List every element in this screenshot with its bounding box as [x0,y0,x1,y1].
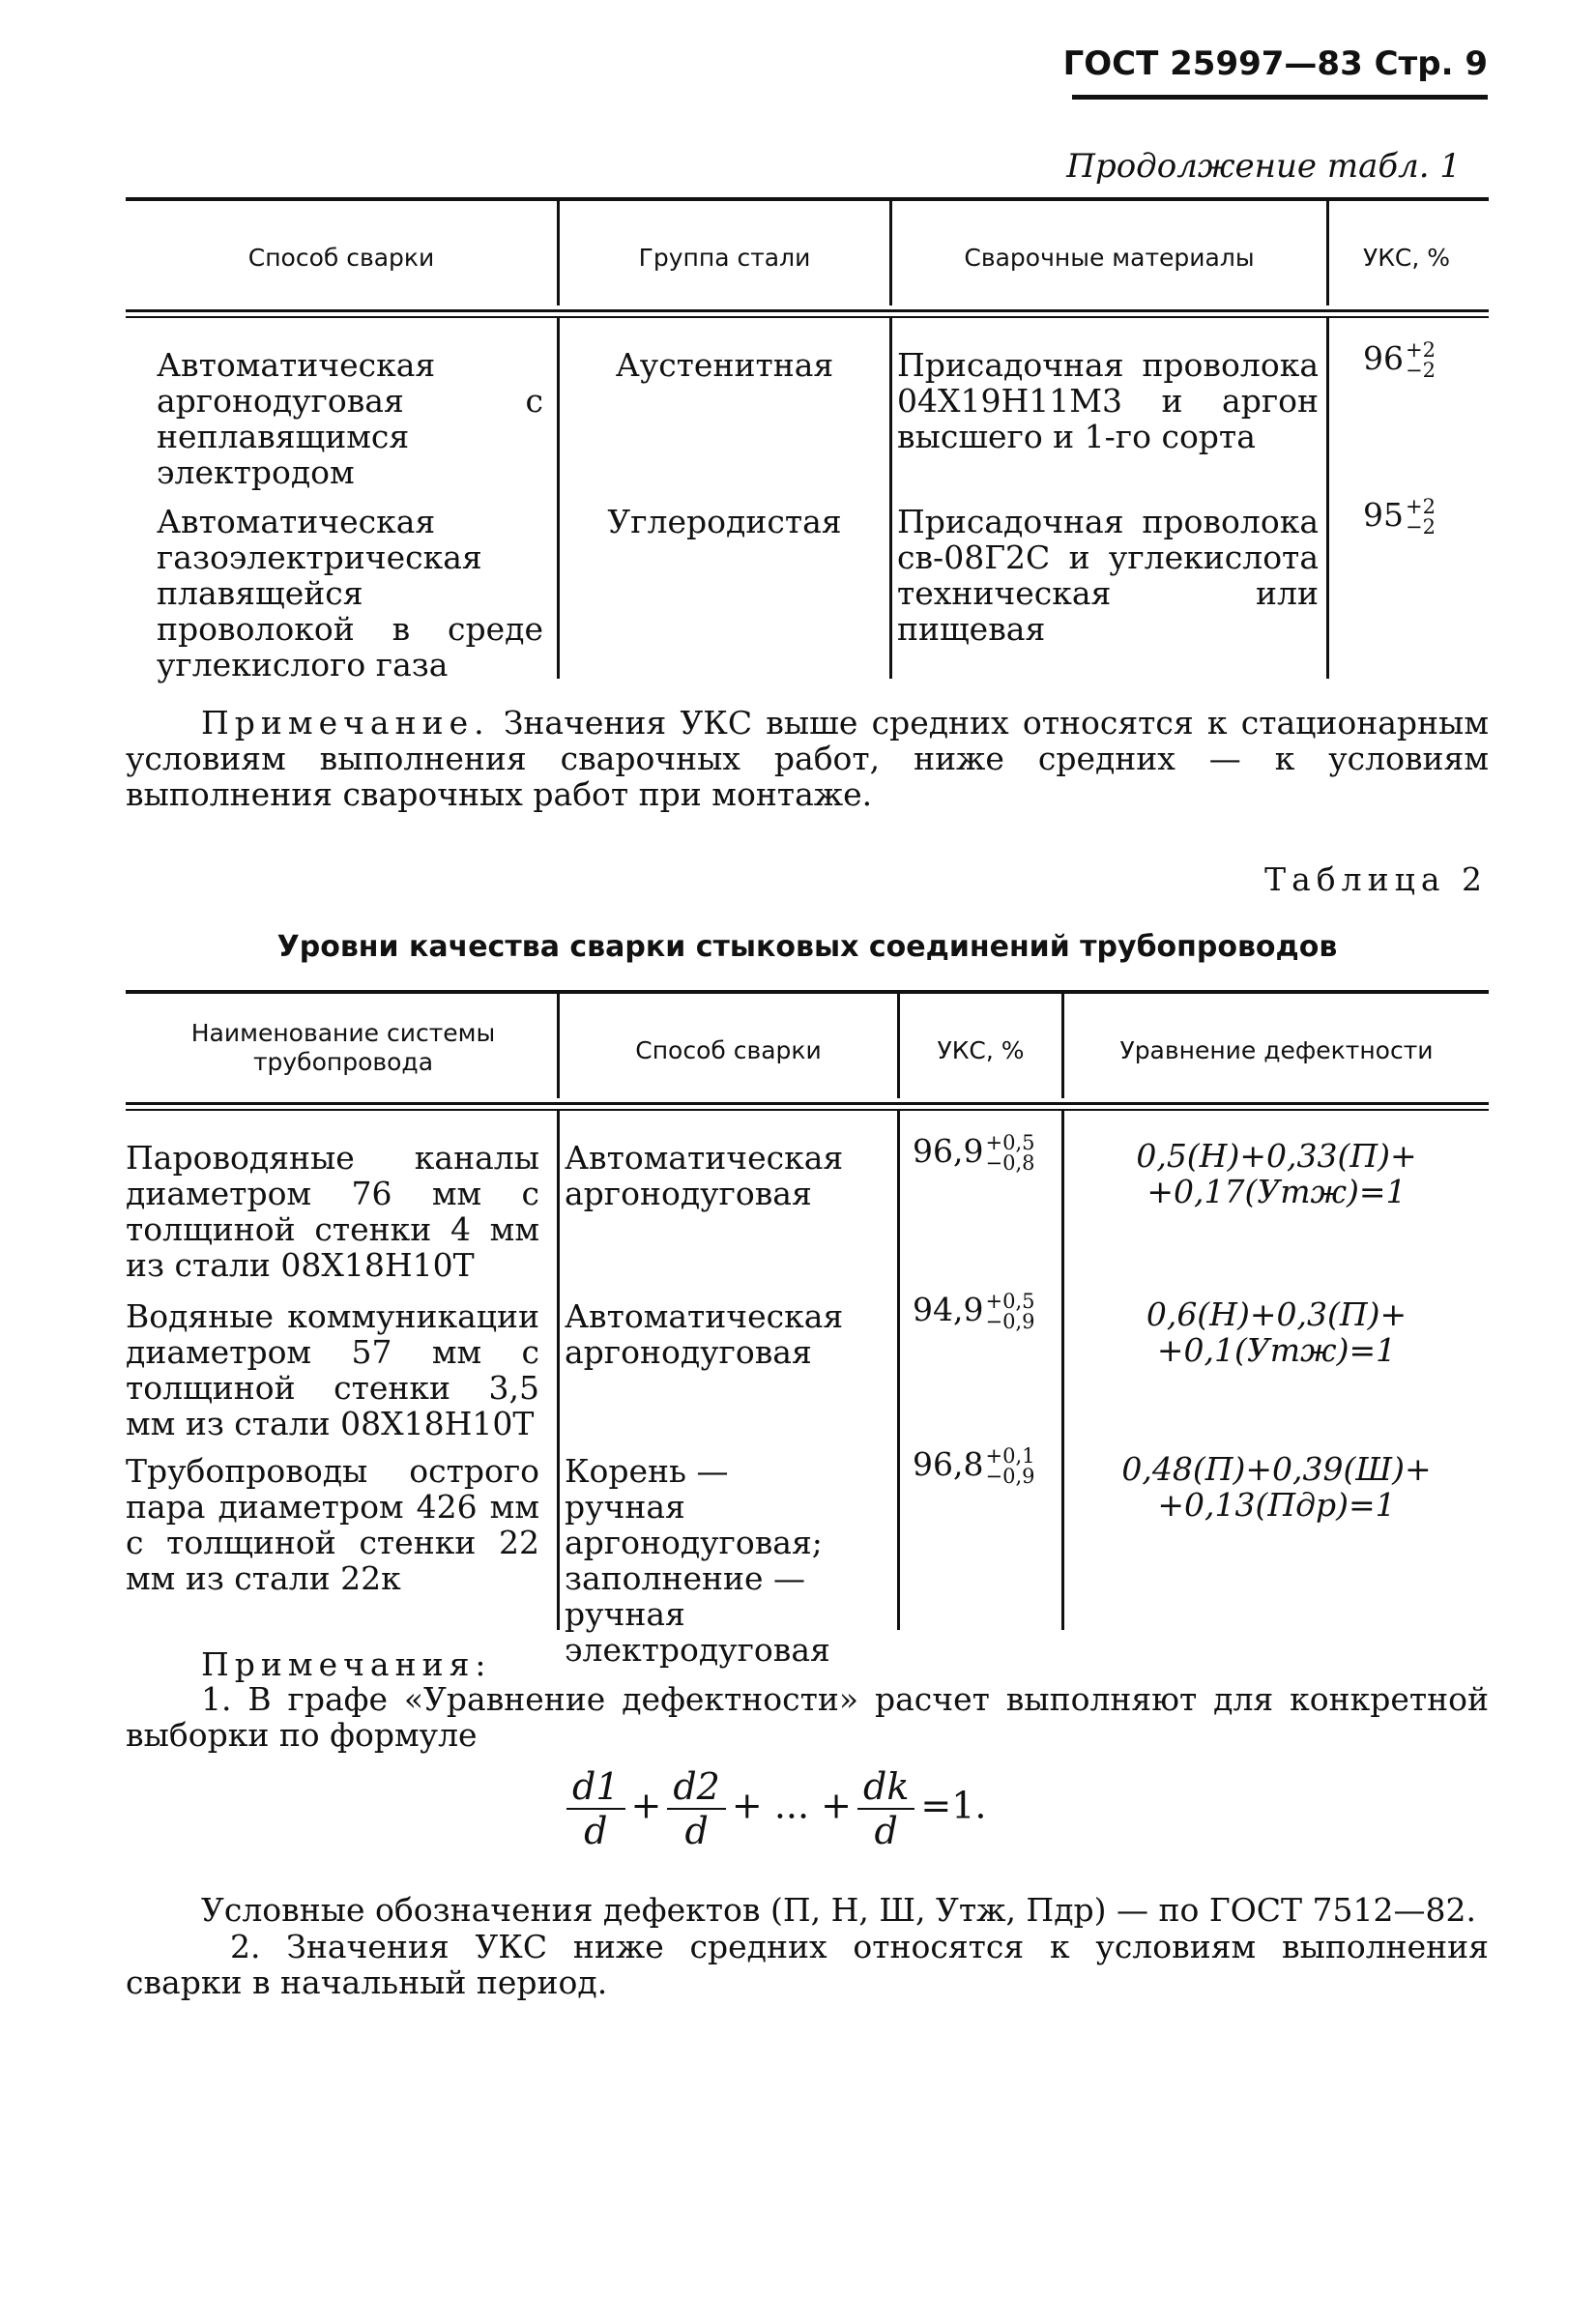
uks-tolerance [1406,497,1436,538]
note-text: Значения УКС выше средних относятся к стационарным условиям выполнения сварочных работ, ниже средних — к условиям выполнения сварочных работ при монтаже. [126,704,1489,813]
uks-tolerance [985,1133,1034,1174]
table1-row1-method: Автоматическая аргонодуговая с неплавящимся электродом [157,346,543,491]
table1-row2-uks [1363,497,1489,538]
uks-plus: +0,1 [985,1444,1035,1468]
table2-title: Уровни качества сварки стыковых соединений трубопроводов [276,930,1338,964]
table1-vline-2b [889,317,892,679]
table2-row1-method: Автоматическая аргонодуговая [565,1139,844,1212]
table2-row1-uks [913,1133,1058,1174]
equation-line-2: +0,17(Утж)=1 [1146,1172,1407,1210]
table2-vline-1b [557,1110,560,1630]
header-rule [1072,95,1488,100]
uks-value: 95 [1363,496,1404,534]
table2-row3-method: Корень — ручная аргонодуговая; заполнение — ручная электродуговая [565,1452,830,1669]
denominator-2: d [684,1810,709,1852]
table1-row2-steel: Углеродистая [607,503,842,540]
numerator-2: d2 [667,1765,726,1810]
note-label: Примечание. [201,704,490,742]
uks-minus: −2 [1406,515,1436,538]
uks-minus: −0,9 [985,1465,1035,1488]
table1-header-materials: Сварочные материалы [964,244,1255,272]
table1-header-uks: УКС, % [1362,244,1451,272]
formula [561,1765,1141,1852]
table2-header-system: Наименование системы трубопровода [190,1019,496,1076]
uks-value: 96,8 [913,1445,984,1483]
equation-line-2: +0,1(Утж)=1 [1156,1330,1397,1369]
table1-vline-3b [1326,317,1329,679]
page-number: Стр. 9 [1374,44,1488,83]
table2-defect-legend: Условные обозначения дефектов (П, Н, Ш, Утж, Пдр) — по ГОСТ 7512—82. [201,1891,1476,1929]
plus-sign: + [731,1784,763,1827]
table1-row2-method: Автоматическая газоэлектрическая плавящейся проволокой в среде углекислого газа [157,503,543,684]
ellipsis: ... [773,1784,810,1827]
table2-header-rule [126,1102,1489,1111]
table1-note [126,706,1489,813]
uks-tolerance [1406,340,1436,381]
uks-value: 96 [1363,339,1404,377]
table1-top-rule [126,197,1489,201]
table2-note1: 1. В графе «Уравнение дефектности» расчет выполняют для конкретной выборки по формуле [126,1680,1489,1754]
table2-label: Таблица 2 [1264,860,1488,898]
uks-minus: −2 [1406,359,1436,382]
page-header [1063,44,1488,83]
table1-header-method: Способ сварки [247,244,435,272]
table2-header-uks: УКС, % [937,1036,1025,1064]
equation-line-1: 0,5(Н)+0,33(П)+ [1136,1137,1417,1175]
fraction-1 [566,1765,625,1852]
table2-header-equation: Уравнение дефектности [1119,1036,1434,1064]
uks-value: 94,9 [913,1291,984,1328]
gost-number: ГОСТ 25997—83 [1062,44,1363,83]
equation-line-1: 0,6(Н)+0,3(П)+ [1146,1295,1407,1333]
table2-vline-2b [897,1110,900,1630]
uks-plus: +2 [1406,495,1436,518]
uks-plus: +0,5 [985,1131,1035,1154]
uks-minus: −0,8 [985,1151,1035,1175]
uks-minus: −0,9 [985,1310,1035,1333]
table2-row2-equation [1064,1297,1489,1369]
uks-tolerance [985,1292,1034,1332]
plus-sign: + [821,1784,852,1827]
table2-row3-uks [913,1446,1058,1487]
table2-row2-method: Автоматическая аргонодуговая [565,1297,844,1371]
table2-note2: 2. Значения УКС ниже средних относятся к условиям выполнения сварки в начальный период. [126,1928,1489,2001]
table2-row2-uks [913,1292,1058,1332]
fraction-2 [667,1765,726,1852]
table2-row2-system: Водяные коммуникации диаметром 57 мм с толщиной стенки 3,5 мм из стали 08Х18Н10Т [126,1297,539,1442]
uks-tolerance [985,1446,1034,1487]
uks-plus: +2 [1406,338,1436,362]
table2-row3-equation [1064,1452,1489,1524]
table1-header-rule [126,309,1489,318]
equation-line-1: 0,48(П)+0,39(Ш)+ [1121,1450,1432,1488]
table2-row1-equation [1064,1139,1489,1210]
denominator-1: d [584,1810,608,1852]
table1-row2-materials: Присадочная проволока св-08Г2С и углекислота техническая или пищевая [897,503,1319,648]
table2-notes-label: Примечания: [201,1645,492,1683]
numerator-k: dk [857,1765,914,1810]
fraction-k [857,1765,914,1852]
table2-top-rule [126,990,1489,994]
table1-row1-uks [1363,340,1489,381]
table1-continuation: Продолжение табл. 1 [1066,147,1461,186]
table1-row1-materials: Присадочная проволока 04Х19Н11М3 и аргон высшего и 1-го сорта [897,346,1319,455]
table1-header-steel: Группа стали [638,244,811,272]
numerator-1: d1 [566,1765,625,1810]
uks-plus: +0,5 [985,1290,1035,1313]
table1-row1-steel: Аустенитная [615,346,834,384]
table2-row1-system: Пароводяные каналы диаметром 76 мм с толщиной стенки 4 мм из стали 08Х18Н10Т [126,1139,539,1284]
table2-header-method: Способ сварки [635,1036,822,1064]
formula-equals: =1. [920,1784,987,1827]
plus-sign: + [630,1784,662,1827]
equation-line-2: +0,13(Пдр)=1 [1157,1485,1396,1524]
denominator-k: d [874,1810,898,1852]
table2-row3-system: Трубопроводы острого пара диаметром 426 мм с толщиной стенки 22 мм из стали 22к [126,1452,539,1597]
uks-value: 96,9 [913,1132,984,1170]
